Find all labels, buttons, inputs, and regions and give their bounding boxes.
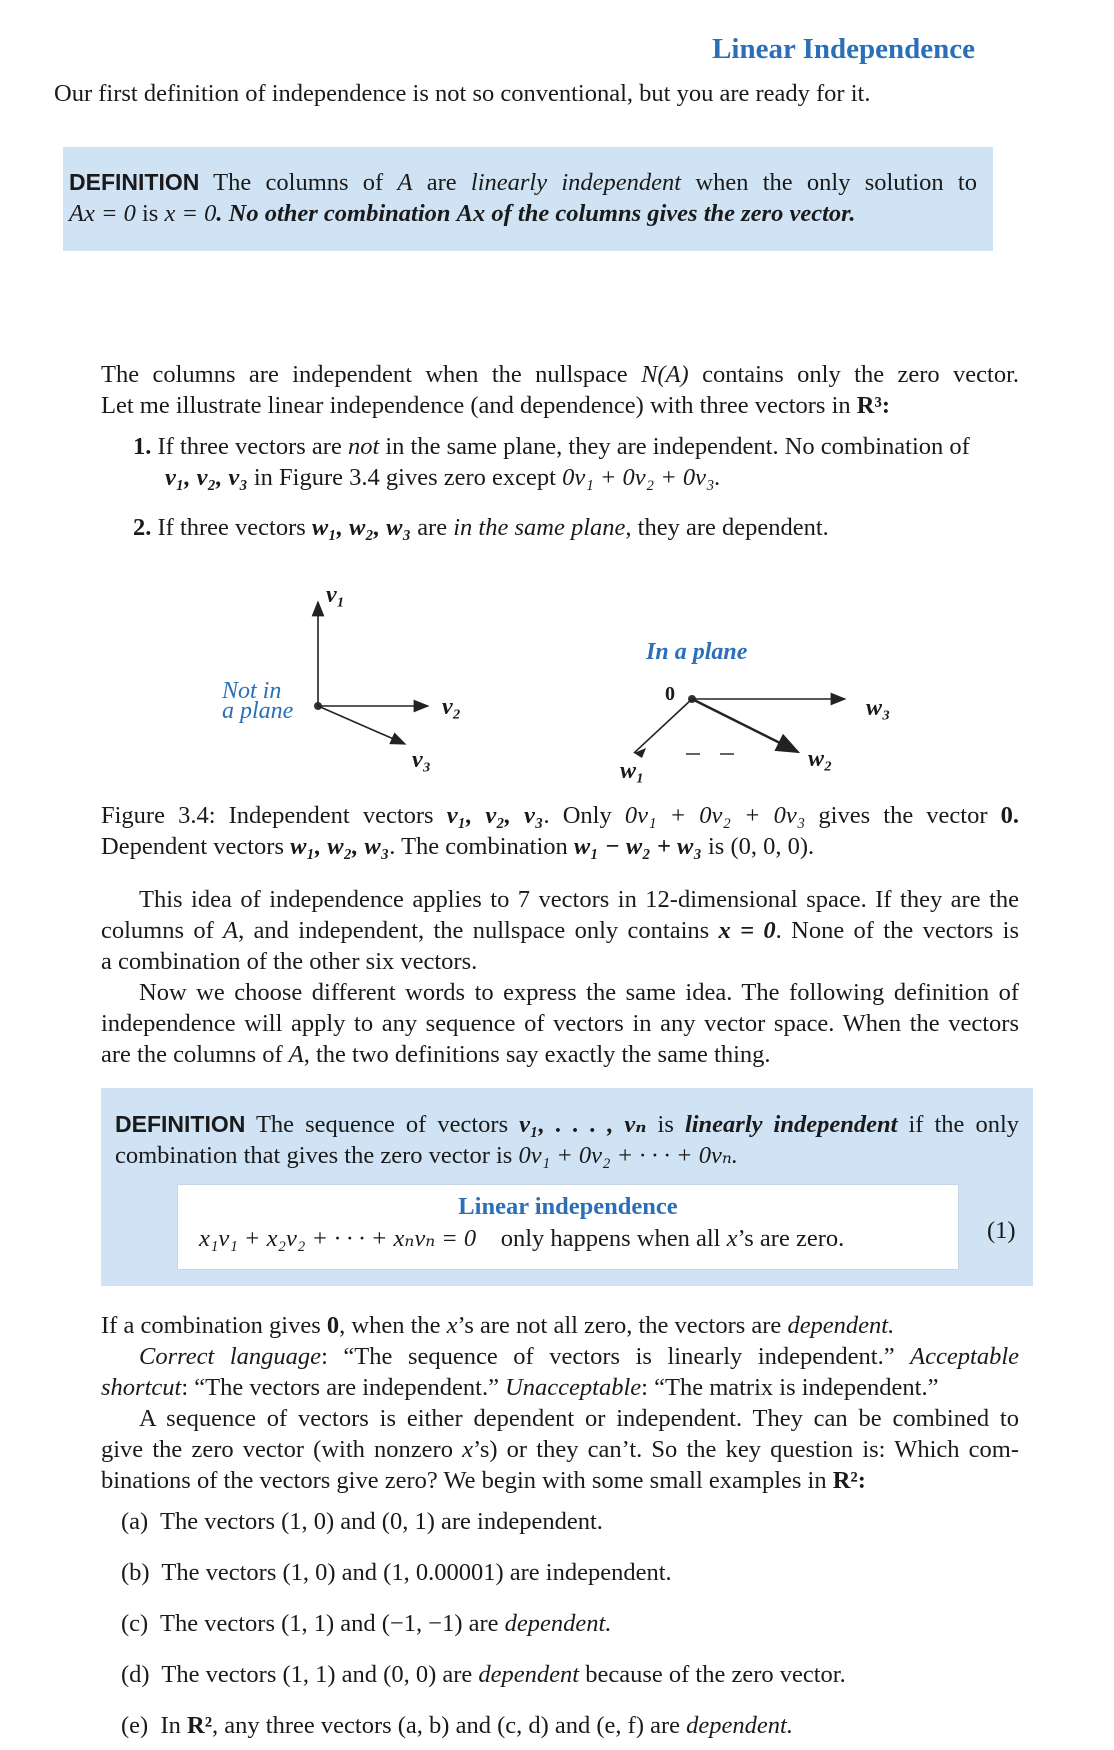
label-in-a-plane: In a plane (646, 639, 748, 665)
list2-item-b: (b) The vectors (1, 0) and (1, 0.00001) are independent. (121, 1559, 672, 1586)
para3-line2: independence will apply to any sequence of vectors in any vector space. When the vectors (101, 1010, 1019, 1037)
label-not-in: Not in (222, 678, 282, 704)
equation-number: (1) (987, 1217, 1016, 1244)
label-v1: v₁ (326, 582, 346, 608)
figure-3-4 (0, 570, 1114, 785)
list2-item-c: (c) The vectors (1, 1) and (−1, −1) are dependent. (121, 1610, 612, 1637)
vector-w2-arrow (692, 699, 798, 752)
para2-line1: This idea of independence applies to 7 vectors in 12-dimensional space. If they are the (139, 886, 1019, 913)
para2-line2: columns of A, and independent, the nullspace only contains x = 0. None of the vectors is (101, 917, 1020, 944)
intro-text: Our first definition of independence is not so conventional, but you are ready for it. (54, 80, 871, 107)
para5-line3: binations of the vectors give zero? We begin with some small examples in R²: (101, 1467, 866, 1494)
para5-line2: give the zero vector (with nonzero x’s) or they can’t. So the key question is: Which com- (101, 1436, 1020, 1463)
label-w3: w₃ (866, 695, 891, 721)
label-a-plane: a plane (222, 698, 294, 724)
para1-line2: Let me illustrate linear independence (and dependence) with three vectors in R³: (101, 392, 890, 419)
list1-item-2: 2. If three vectors w₁, w₂, w₃ are in the same plane, they are dependent. (133, 514, 829, 541)
vector-w1-line (634, 699, 692, 753)
equation-title: Linear independence (458, 1193, 678, 1220)
section-title: Linear Independence (712, 33, 975, 65)
definition1-line1: DEFINITION The columns of A are linearly independent when the only solution to (69, 169, 977, 196)
list2-item-d: (d) The vectors (1, 1) and (0, 0) are dependent because of the zero vector. (121, 1661, 846, 1688)
para1-line1: The columns are independent when the nullspace N(A) contains only the zero vector. (101, 361, 1020, 388)
label-w2: w₂ (808, 746, 833, 772)
definition-box-2 (101, 1088, 1033, 1286)
definition1-line2: Ax = 0 is x = 0. No other combination Ax of the columns gives the zero vector. (69, 200, 856, 227)
para4-line1: If a combination gives 0, when the x’s are not all zero, the vectors are dependent. (101, 1312, 895, 1339)
para5-line1: A sequence of vectors is either dependent or independent. They can be combined to (139, 1405, 1019, 1432)
caption-line2: Dependent vectors w₁, w₂, w₃. The combination w₁ − w₂ + w₃ is (0, 0, 0). (101, 833, 815, 860)
label-v2: v₂ (442, 694, 462, 720)
equation: x₁v₁ + x₂v₂ + · · · + xₙvₙ = 0 (199, 1225, 477, 1252)
list2-item-e: (e) In R², any three vectors (a, b) and (c, d) and (e, f) are dependent. (121, 1712, 793, 1739)
list1-item-1-line2: v₁, v₂, v₃ in Figure 3.4 gives zero except 0v₁ + 0v₂ + 0v₃. (165, 464, 721, 491)
label-v3: v₃ (412, 747, 432, 773)
equation-box (177, 1184, 959, 1270)
list1-item-1: 1. If three vectors are not in the same plane, they are independent. No combination of (133, 433, 970, 460)
definition2-line1: DEFINITION The sequence of vectors v₁, . . . , vₙ is linearly independent if the only (115, 1111, 1020, 1138)
label-zero: 0 (665, 683, 675, 705)
para2-line3: a combination of the other six vectors. (101, 948, 478, 975)
list2-item-a: (a) The vectors (1, 0) and (0, 1) are independent. (121, 1508, 603, 1535)
para4-line3: shortcut: “The vectors are independent.” Unacceptable: “The matrix is independent.” (101, 1374, 939, 1401)
para3-line1: Now we choose different words to express the same idea. The following definition of (139, 979, 1019, 1006)
definition2-label: DEFINITION (115, 1111, 246, 1137)
definition2-line2: combination that gives the zero vector is 0v₁ + 0v₂ + · · · + 0vₙ. (115, 1142, 738, 1169)
para3-line3: are the columns of A, the two definitions say exactly the same thing. (101, 1041, 771, 1068)
para4-line2: Correct language: “The sequence of vectors is linearly independent.” Acceptable (139, 1343, 1019, 1370)
equation-line: x₁v₁ + x₂v₂ + · · · + xₙvₙ = 0 only happens when all x’s are zero. (199, 1225, 845, 1252)
label-w1: w₁ (620, 758, 645, 784)
vector-v3-arrow (318, 706, 405, 744)
caption-line1: Figure 3.4: Independent vectors v₁, v₂, v₃. Only 0v₁ + 0v₂ + 0v₃ gives the vector 0. (101, 802, 1020, 829)
definition1-label: DEFINITION (69, 169, 200, 195)
definition-box-1 (63, 147, 993, 251)
